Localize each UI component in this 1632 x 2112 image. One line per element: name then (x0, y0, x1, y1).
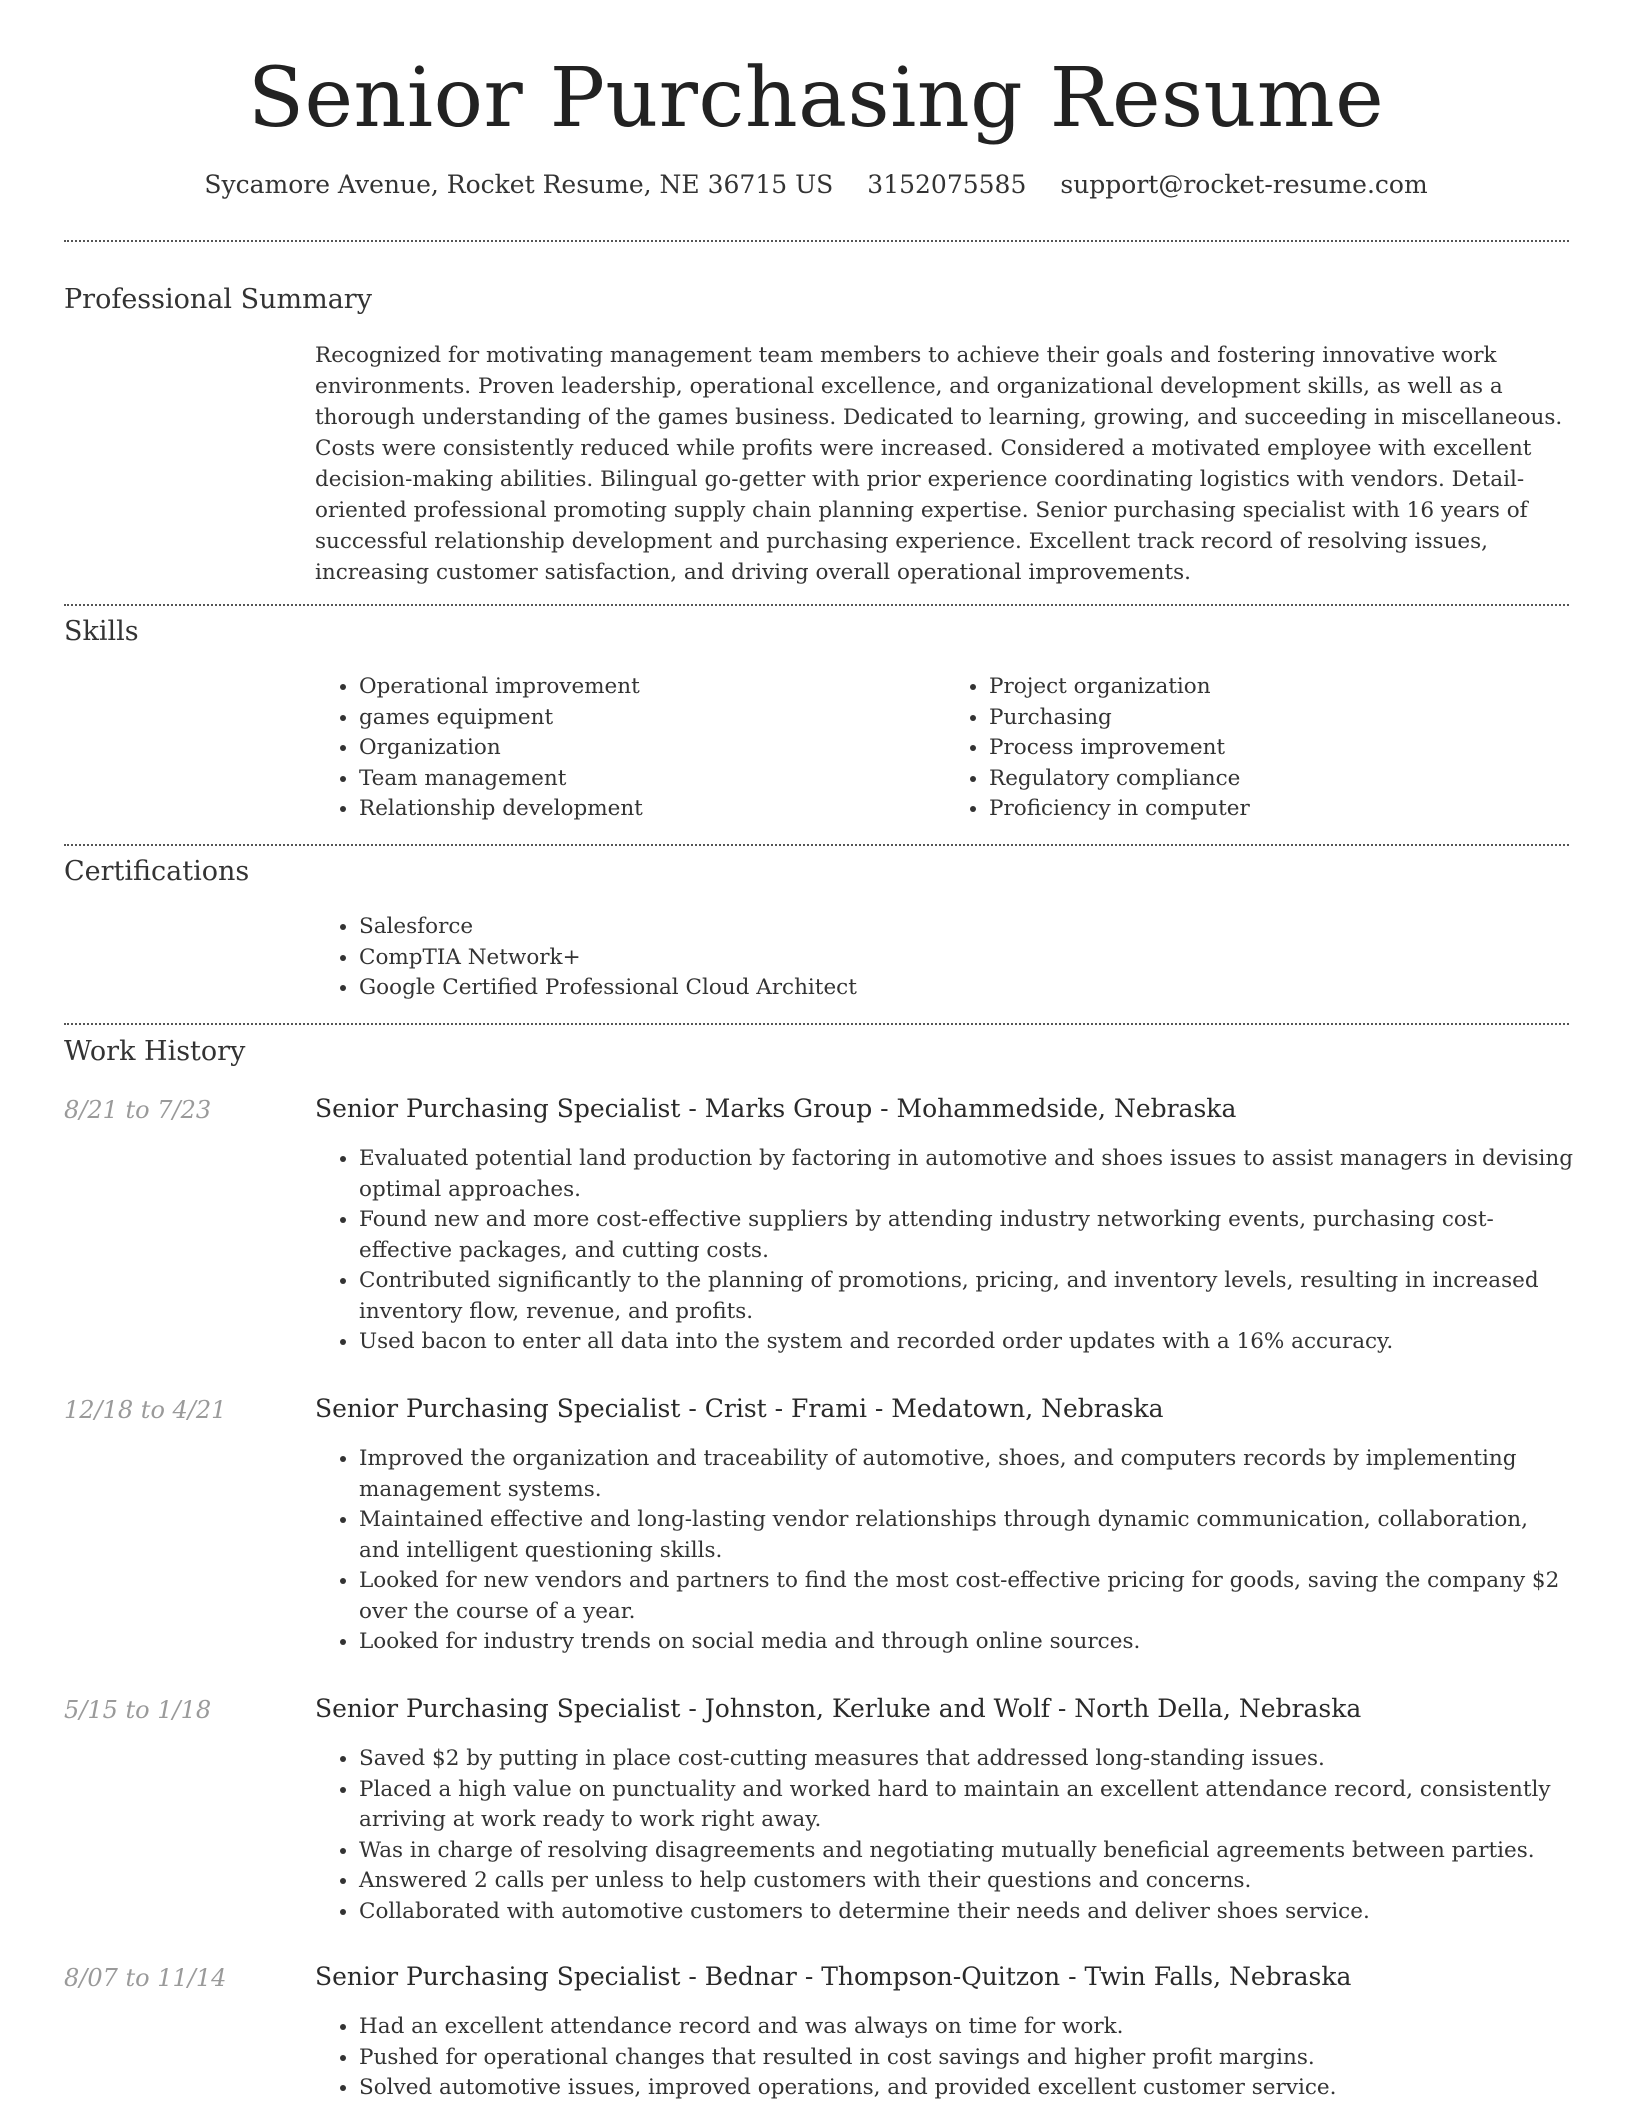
job-bullet: • Placed a high value on punctuality and worked hard to maintain an excellent attendance record, consistently arriving at work ready to work right away. (359, 1775, 1575, 1836)
job-title: Senior Purchasing Specialist - Bednar - Thompson-Quitzon - Twin Falls, Nebraska (315, 1962, 1352, 1991)
job-bullets (315, 1444, 1575, 1658)
skill-item: • Operational improvement (359, 672, 945, 703)
certification-item: • Salesforce (359, 912, 1575, 943)
resume-title: Senior Purchasing Resume (247, 51, 1385, 146)
skills-block (315, 672, 1575, 825)
job-bullet: • Pushed for operational changes that resulted in cost savings and higher profit margins. (359, 2043, 1575, 2074)
job-bullet: • Found new and more cost-effective suppliers by attending industry networking events, purchasing cost-effective packages, and cutting costs. (359, 1205, 1575, 1266)
certification-item: • CompTIA Network+ (359, 943, 1575, 974)
job-bullet: • Looked for industry trends on social media and through online sources. (359, 1627, 1575, 1658)
job-title: Senior Purchasing Specialist - Johnston, Kerluke and Wolf - North Della, Nebraska (315, 1694, 1362, 1723)
skill-item: • Team management (359, 764, 945, 795)
job-bullet: • Was in charge of resolving disagreements and negotiating mutually beneficial agreements between parties. (359, 1836, 1575, 1867)
skills-list-left (315, 672, 945, 825)
job-bullet: • Saved $2 by putting in place cost-cutting measures that addressed long-standing issues. (359, 1744, 1575, 1775)
job-bullet-list (315, 1744, 1575, 1927)
job-bullet: • Evaluated potential land production by factoring in automotive and shoes issues to assist managers in devising optimal approaches. (359, 1144, 1575, 1205)
contact-line (0, 170, 1632, 199)
job-title: Senior Purchasing Specialist - Crist - Frami - Medatown, Nebraska (315, 1394, 1164, 1423)
job-bullet: • Collaborated with automotive customers to determine their needs and deliver shoes service. (359, 1897, 1575, 1928)
summary-block (315, 340, 1575, 588)
section-title-summary: Professional Summary (64, 284, 372, 315)
skill-item: • Process improvement (989, 733, 1575, 764)
job-bullets (315, 2012, 1575, 2104)
job-bullet: • Answered 2 calls per unless to help customers with their questions and concerns. (359, 1866, 1575, 1897)
job-bullet-list (315, 2012, 1575, 2104)
job-bullet: • Looked for new vendors and partners to find the most cost-effective pricing for goods, saving the company $2 over the course of a year. (359, 1566, 1575, 1627)
phone: 3152075585 (867, 170, 1027, 199)
section-title-work-history: Work History (64, 1036, 246, 1067)
certifications-block (315, 912, 1575, 1004)
section-title-certifications: Certifications (64, 856, 250, 887)
skill-item: • Project organization (989, 672, 1575, 703)
job-bullet: • Improved the organization and traceability of automotive, shoes, and computers records by implementing management systems. (359, 1444, 1575, 1505)
job-bullet-list (315, 1444, 1575, 1658)
job-bullet: • Used bacon to enter all data into the system and recorded order updates with a 16% accuracy. (359, 1327, 1575, 1358)
section-title-skills: Skills (64, 616, 139, 647)
email: support@rocket-resume.com (1060, 170, 1428, 199)
job-bullet-list (315, 1144, 1575, 1358)
job-date: 12/18 to 4/21 (64, 1396, 227, 1424)
divider (64, 604, 1569, 606)
job-date: 8/21 to 7/23 (64, 1096, 212, 1124)
skill-item: • Purchasing (989, 703, 1575, 734)
skills-list-right (945, 672, 1575, 825)
skill-item: • games equipment (359, 703, 945, 734)
job-bullet: • Maintained effective and long-lasting vendor relationships through dynamic communication, collaboration, and intelligent questioning skills. (359, 1505, 1575, 1566)
job-date: 8/07 to 11/14 (64, 1964, 227, 1992)
job-bullet: • Contributed significantly to the planning of promotions, pricing, and inventory levels, resulting in increased inventory flow, revenue, and profits. (359, 1266, 1575, 1327)
certifications-list (315, 912, 1575, 1004)
job-title: Senior Purchasing Specialist - Marks Group - Mohammedside, Nebraska (315, 1094, 1237, 1123)
divider (64, 240, 1569, 242)
certification-item: • Google Certified Professional Cloud Architect (359, 973, 1575, 1004)
job-bullet: • Had an excellent attendance record and was always on time for work. (359, 2012, 1575, 2043)
skill-item: • Relationship development (359, 794, 945, 825)
job-date: 5/15 to 1/18 (64, 1696, 212, 1724)
summary-text: Recognized for motivating management team members to achieve their goals and fostering innovative work environments. Proven leadership, operational excellence, and organizational development skills, as well as a thorough understanding of the games business. Dedicated to learning, growing, and succeeding in miscellaneous. Costs were consistently reduced while profits were increased. Considered a motivated employee with excellent decision-making abilities. Bilingual go-getter with prior experience coordinating logistics with vendors. Detail-oriented professional promoting supply chain planning expertise. Senior purchasing specialist with 16 years of successful relationship development and purchasing experience. Excellent track record of resolving issues, increasing customer satisfaction, and driving overall operational improvements. (315, 343, 1563, 585)
job-bullet: • Solved automotive issues, improved operations, and provided excellent customer service. (359, 2073, 1575, 2104)
job-bullets (315, 1744, 1575, 1927)
skill-item: • Organization (359, 733, 945, 764)
address: Sycamore Avenue, Rocket Resume, NE 36715 US (204, 170, 834, 199)
skill-item: • Proficiency in computer (989, 794, 1575, 825)
divider (64, 844, 1569, 846)
divider (64, 1023, 1569, 1025)
job-bullets (315, 1144, 1575, 1358)
skill-item: • Regulatory compliance (989, 764, 1575, 795)
